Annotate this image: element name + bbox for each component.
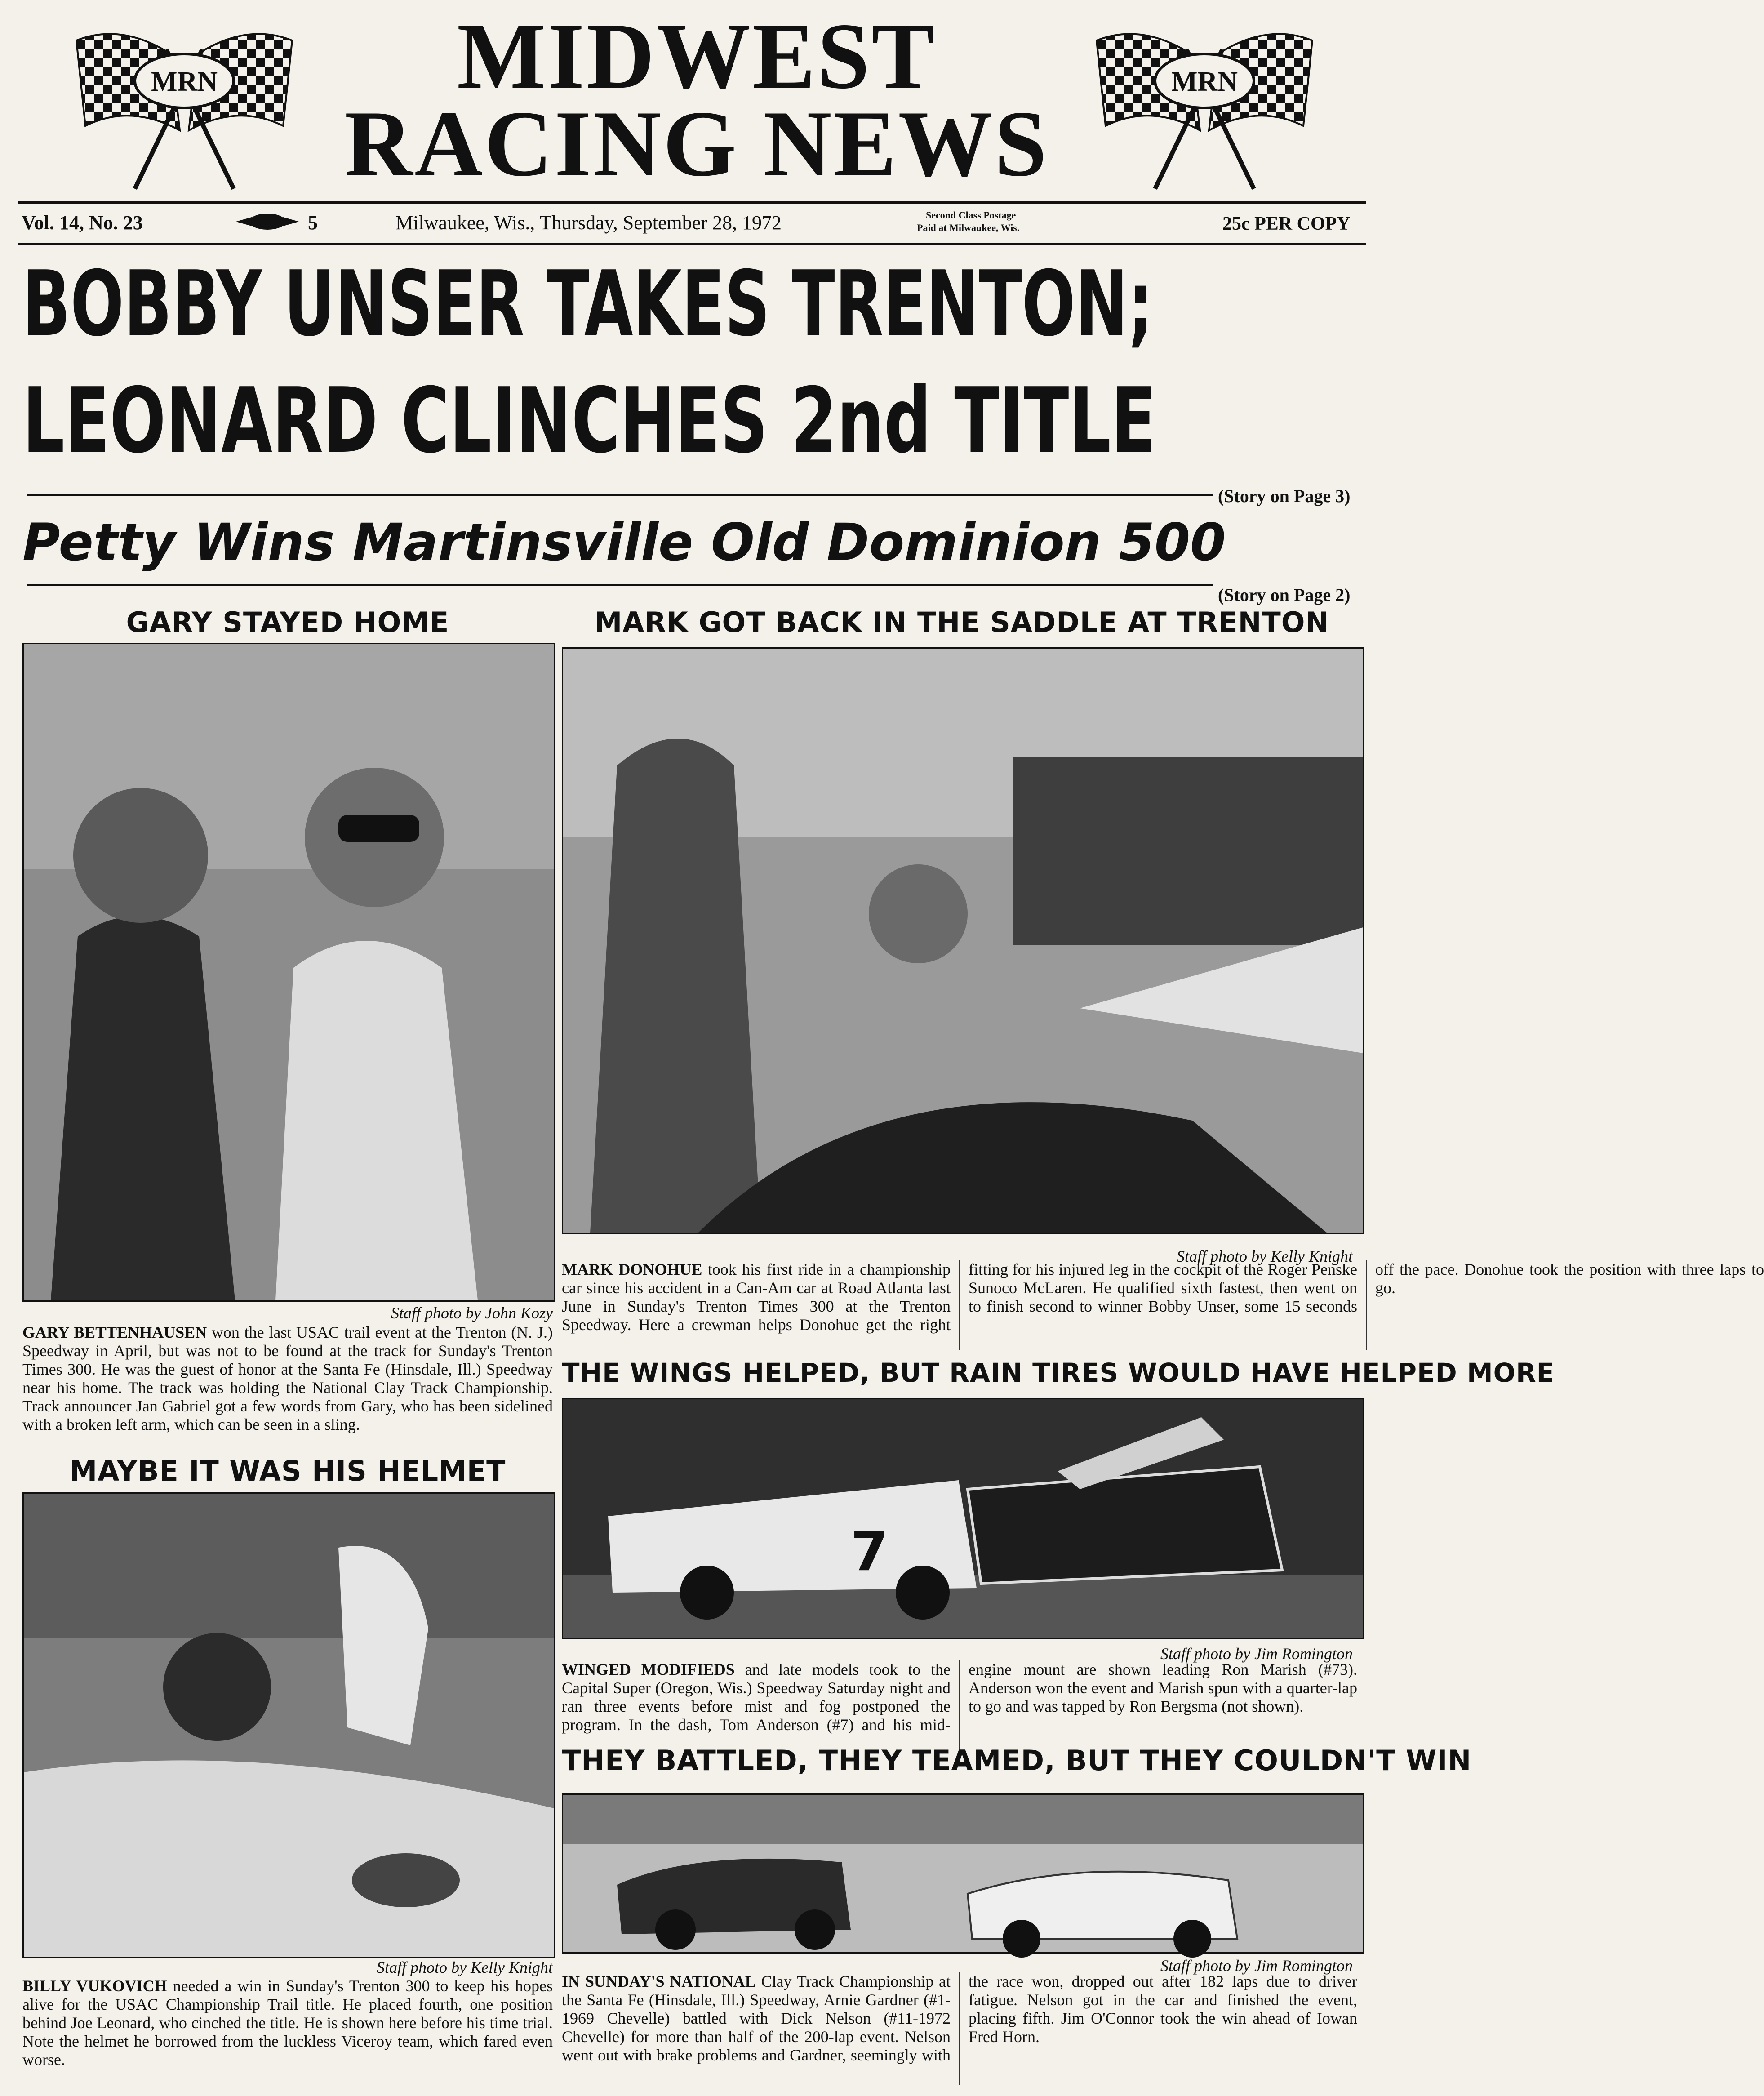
- helmet-caption-lead: BILLY VUKOVICH: [22, 1977, 167, 1995]
- mark-photo-credit: Staff photo by Kelly Knight: [1177, 1247, 1353, 1265]
- dateline: Milwaukee, Wis., Thursday, September 28, 1972: [395, 212, 782, 234]
- gary-photo-credit: Staff photo by John Kozy: [391, 1304, 553, 1322]
- lead-headline-line1: BOBBY UNSER TAKES TRENTON;: [22, 252, 1153, 356]
- wings-caption-lead: WINGED MODIFIEDS: [562, 1660, 735, 1678]
- helmet-photo-credit: Staff photo by Kelly Knight: [377, 1958, 553, 1976]
- price: 25c PER COPY: [1222, 214, 1351, 234]
- second-rule: [27, 584, 1213, 586]
- masthead-title-line1: MIDWEST: [457, 4, 937, 108]
- wings-caption: [562, 1660, 1357, 1750]
- battled-heading: THEY BATTLED, THEY TEAMED, BUT THEY COULDN'T WIN: [562, 1744, 1472, 1777]
- svg-text:7: 7: [851, 1521, 889, 1583]
- gary-caption-body: won the last USAC trail event at the Trenton (N. J.) Speedway in April, but was not to be found at the track for Sunday's Trenton Times 300. He was the guest of honor at the Santa Fe (Hinsdale, Ill.) Speedway near his home. The track was holding the National Clay Track Championship. Track announcer Jan Gabriel got a few words from Gary, who has been sidelined with a broken left arm, which can be seen in a sling.: [22, 1323, 553, 1433]
- lead-rule: [27, 494, 1213, 496]
- winged-emblem-icon: [234, 210, 301, 233]
- helmet-caption: [22, 1977, 553, 2069]
- postage-line1: Second Class Postage: [926, 209, 1016, 221]
- battled-photo: [562, 1793, 1364, 1954]
- masthead-rule-top: [18, 201, 1366, 204]
- battled-caption-lead: IN SUNDAY'S NATIONAL: [562, 1972, 756, 1990]
- second-story-ref: (Story on Page 2): [1218, 585, 1351, 605]
- battled-caption: [562, 1972, 1357, 2085]
- masthead-rule-bottom: [18, 243, 1366, 245]
- helmet-caption-body: needed a win in Sunday's Trenton 300 to keep his hopes alive for the USAC Championship Trail title. He placed fourth, one position behind Joe Leonard, who cinched the title. He is shown here before his time trial. Note the helmet he borrowed from the luckless Viceroy team, which fared even worse.: [22, 1977, 553, 2069]
- lead-story-ref: (Story on Page 3): [1218, 486, 1351, 506]
- right-checkered-flags-logo: [1088, 13, 1321, 193]
- logo-text: MRN: [151, 67, 218, 97]
- battled-photo-credit: Staff photo by Jim Romington: [1160, 1957, 1353, 1975]
- masthead-title-line2: RACING NEWS: [344, 92, 1049, 196]
- helmet-heading: MAYBE IT WAS HIS HELMET: [69, 1455, 506, 1487]
- volume-number: Vol. 14, No. 23: [22, 212, 143, 234]
- helmet-photo: [22, 1492, 555, 1958]
- mark-caption-lead: MARK DONOHUE: [562, 1260, 702, 1278]
- left-checkered-flags-logo: [67, 13, 301, 193]
- mark-caption-body: took his first ride in a championship car since his accident in a Can-Am car at Road Atlanta last June in Sunday's Trenton Times 300 at the Trenton Speedway. Here a crewman helps Donohue get the right fitting for his injured leg in the cockpit of the Roger Penske Sunoco McLaren. He qualified sixth fastest, then went on to finish second to winner Bobby Unser, some 15 seconds off the pace. Donohue took the position with three laps to go.: [562, 1260, 1764, 1334]
- wings-caption-body: and late models took to the Capital Super (Oregon, Wis.) Speedway Saturday night and ran three events before mist and fog postponed the program. In the dash, Tom Anderson (#7) and his mid-engine mount are shown leading Ron Marish (#73). Anderson won the event and Marish spun with a quarter-lap to go and was tapped by Ron Bergsma (not shown).: [562, 1660, 1357, 1734]
- wings-photo: [562, 1398, 1364, 1639]
- wings-heading: THE WINGS HELPED, BUT RAIN TIRES WOULD HAVE HELPED MORE: [562, 1357, 1555, 1388]
- logo-text: MRN: [1171, 67, 1238, 97]
- postage-line2: Paid at Milwaukee, Wis.: [917, 222, 1020, 233]
- wings-photo-credit: Staff photo by Jim Romington: [1160, 1645, 1353, 1663]
- lead-headline-line2: LEONARD CLINCHES 2nd TITLE: [22, 369, 1156, 473]
- mark-photo: [562, 647, 1364, 1234]
- second-headline: Petty Wins Martinsville Old Dominion 500: [22, 512, 1226, 572]
- gary-caption-lead: GARY BETTENHAUSEN: [22, 1323, 207, 1341]
- mark-heading: MARK GOT BACK IN THE SADDLE AT TRENTON: [594, 606, 1329, 639]
- battled-caption-body: Clay Track Championship at the Santa Fe (Hinsdale, Ill.) Speedway, Arnie Gardner (#1-1969 Chevelle) battled with Dick Nelson (#11-1972 Chevelle) for more than half of the 200-lap event. Nelson went out with brake problems and Gardner, seemingly with the race won, dropped out after 182 laps due to driver fatigue. Nelson got in the car and finished the event, placing fifth. Jim O'Connor took the win ahead of Iowan Fred Horn.: [562, 1972, 1357, 2064]
- page-number: 5: [308, 212, 318, 234]
- gary-photo: [22, 643, 555, 1302]
- gary-heading: GARY STAYED HOME: [126, 606, 449, 639]
- gary-caption: [22, 1323, 553, 1434]
- mark-caption: [562, 1260, 1764, 1350]
